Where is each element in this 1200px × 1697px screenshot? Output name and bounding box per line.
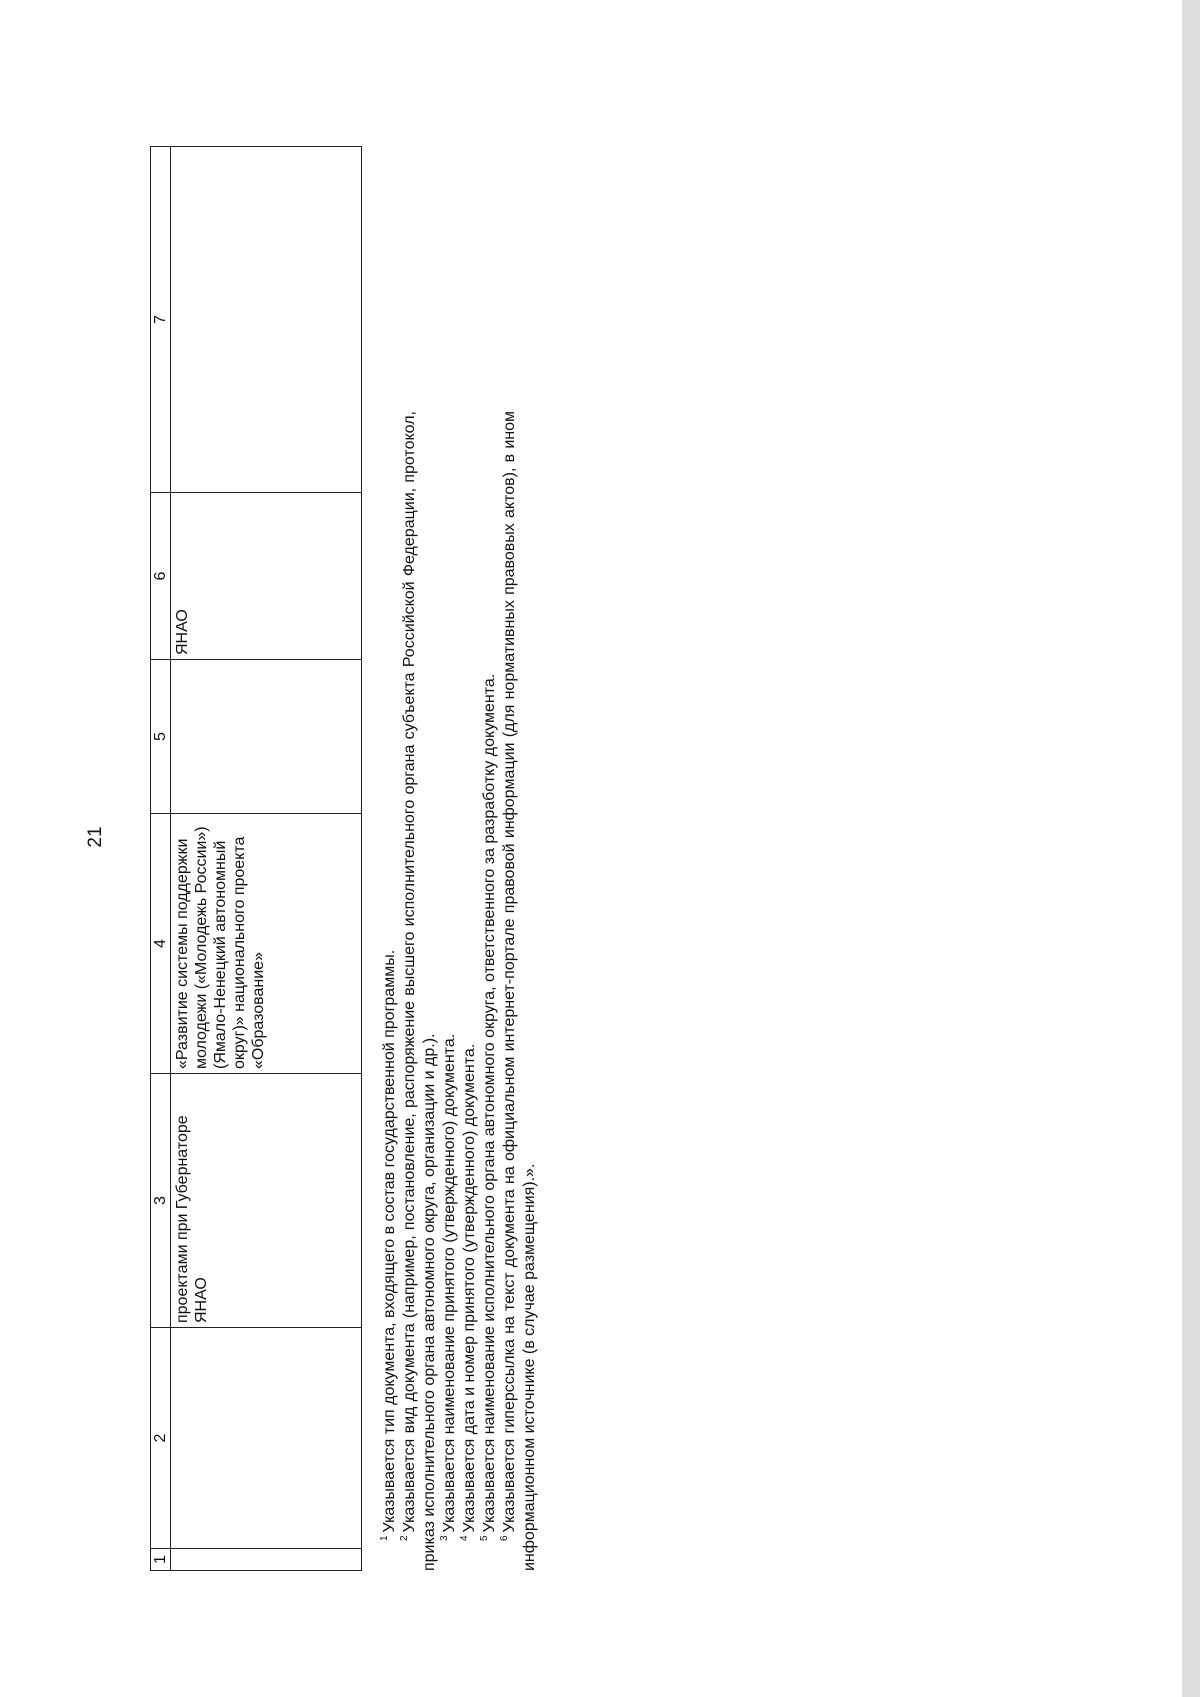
footnote-text: Указывается гиперссылка на текст документа на официальном интернет-портале правовой информации (для нормативных правовых актов), в ином информационном источнике (в случае размещения).». — [501, 411, 538, 1571]
footnote-2 — [400, 411, 440, 1571]
column-number-3: 3 — [151, 1074, 171, 1328]
column-number-5: 5 — [151, 660, 171, 814]
footnote-text: Указывается тип документа, входящего в состав государственной программы. — [381, 949, 398, 1533]
cell-col-5 — [171, 660, 362, 814]
footnote-text: Указывается наименование принятого (утвержденного) документа. — [441, 1033, 458, 1533]
footnotes — [380, 411, 540, 1571]
footnote-text: Указывается дата и номер принятого (утвержденного) документа. — [461, 1043, 478, 1533]
footnote-text: Указывается вид документа (например, постановление, распоряжение высшего исполнительного органа субъекта Российской Федерации, протокол, приказ исполнительного органа автономного округа, организации и др.). — [401, 411, 438, 1571]
footnote-mark: 4 — [459, 1535, 470, 1541]
column-number-2: 2 — [151, 1328, 171, 1549]
page-number: 21 — [85, 826, 106, 848]
column-number-6: 6 — [151, 493, 171, 660]
footnote-1 — [380, 411, 400, 1571]
footnote-mark: 2 — [399, 1535, 410, 1541]
cell-col-7 — [171, 147, 362, 493]
cell-col-2 — [171, 1328, 362, 1549]
footnote-text: Указывается наименование исполнительного органа автономного округа, ответственного за разработку документа. — [481, 673, 498, 1533]
cell-col-4: «Развитие системы поддержки молодежи («Молодежь России») (Ямало-Ненецкий автономный округ)» национального проекта «Образование» — [171, 814, 362, 1074]
cell-col-3: проектами при Губернаторе ЯНАО — [171, 1074, 362, 1328]
table-header-row — [151, 147, 171, 1571]
column-number-1: 1 — [151, 1549, 171, 1571]
footnote-6 — [500, 411, 540, 1571]
footnote-5 — [480, 411, 500, 1571]
footnote-mark: 3 — [439, 1535, 450, 1541]
cell-col-1 — [171, 1549, 362, 1571]
document-table — [150, 146, 362, 1571]
column-number-4: 4 — [151, 814, 171, 1074]
footnote-mark: 6 — [499, 1535, 510, 1541]
column-number-7: 7 — [151, 147, 171, 493]
footnote-4 — [460, 411, 480, 1571]
footnote-mark: 1 — [379, 1535, 390, 1541]
footnote-mark: 5 — [479, 1535, 490, 1541]
footnote-3 — [440, 411, 460, 1571]
cell-col-6: ЯНАО — [171, 493, 362, 660]
table-row — [171, 147, 362, 1571]
